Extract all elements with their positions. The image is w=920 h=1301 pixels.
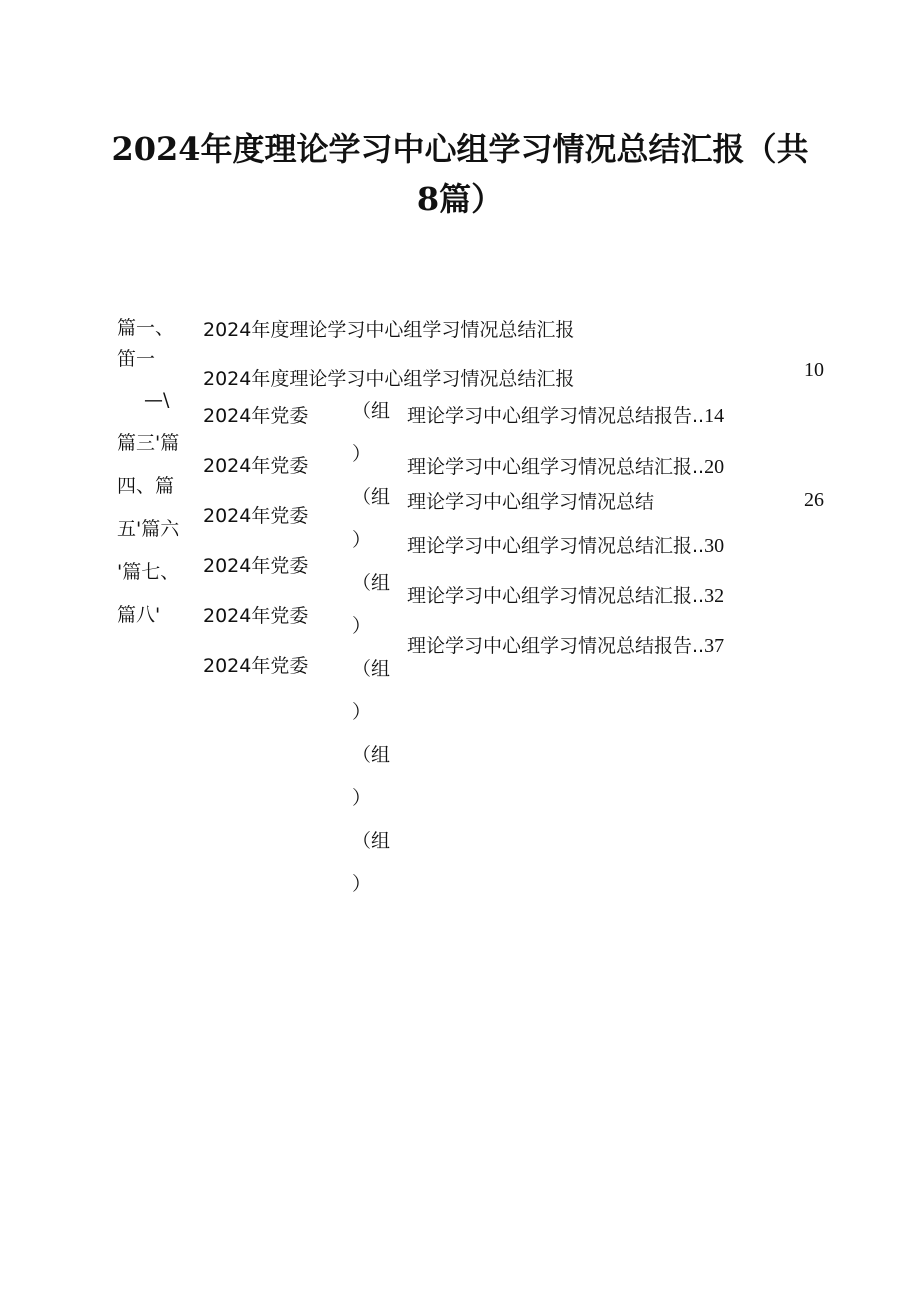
paren-close: ） <box>352 529 372 551</box>
paren-close: ） <box>352 443 372 465</box>
toc-entry-page: 20 <box>704 456 725 478</box>
toc-entry-dots: .. <box>692 456 705 478</box>
paren-open: （组 <box>352 658 391 680</box>
toc-entry <box>407 534 724 558</box>
toc-entry-page: 14 <box>704 405 725 427</box>
toc-entry-text: 理论学习中心组学习情况总结汇报 <box>407 456 693 478</box>
toc-entry <box>407 634 724 658</box>
toc-entry-dots: .. <box>692 585 705 607</box>
dangwei-label: 2024年党委 <box>203 455 309 477</box>
left-label: 篇八' <box>117 604 161 626</box>
paren-close: ） <box>352 873 372 895</box>
paren-close: ） <box>352 787 372 809</box>
paren-open: （组 <box>352 830 391 852</box>
left-label: 篇三'篇 <box>117 432 180 454</box>
toc-entry-page: 32 <box>704 585 725 607</box>
toc-entry <box>407 490 654 514</box>
left-label: 篇一、 <box>117 317 175 339</box>
title-line-1: 2024年度理论学习中心组学习情况总结汇报（共 <box>111 130 809 168</box>
paren-close: ） <box>352 701 372 723</box>
title-line-2: 8篇） <box>416 180 504 218</box>
toc-entry <box>407 404 724 428</box>
toc-entry-text: 理论学习中心组学习情况总结汇报 <box>407 535 693 557</box>
toc-entry-text: 理论学习中心组学习情况总结汇报 <box>407 585 693 607</box>
paren-close: ） <box>352 615 372 637</box>
left-label: 笛一 <box>117 348 156 370</box>
paren-open: （组 <box>352 572 391 594</box>
toc-entry-dots: .. <box>692 405 705 427</box>
toc-entry-dots: .. <box>692 535 705 557</box>
page-number: 10 <box>804 359 824 381</box>
toc-entry-text: 理论学习中心组学习情况总结报告 <box>407 405 693 427</box>
toc-entry-dots: .. <box>692 635 705 657</box>
paren-open: （组 <box>352 744 391 766</box>
dangwei-label: 2024年党委 <box>203 555 309 577</box>
paren-open: （组 <box>352 400 391 422</box>
toc-line-1: 2024年度理论学习中心组学习情况总结汇报 <box>203 319 575 341</box>
left-label: '篇七、 <box>117 561 180 583</box>
toc-entry-text: 理论学习中心组学习情况总结 <box>407 491 655 513</box>
toc-entry-page: 37 <box>704 635 725 657</box>
toc-entry <box>407 455 724 479</box>
page-number: 26 <box>804 489 824 511</box>
dangwei-label: 2024年党委 <box>203 405 309 427</box>
dangwei-label: 2024年党委 <box>203 605 309 627</box>
toc-entry-page: 30 <box>704 535 725 557</box>
left-label: —\ <box>144 389 170 411</box>
toc-entry <box>407 584 724 608</box>
dangwei-label: 2024年党委 <box>203 505 309 527</box>
toc-entry-text: 理论学习中心组学习情况总结报告 <box>407 635 693 657</box>
dangwei-label: 2024年党委 <box>203 655 309 677</box>
left-label: 五'篇六 <box>117 518 180 540</box>
toc-line-2: 2024年度理论学习中心组学习情况总结汇报 <box>203 368 575 390</box>
document-title <box>110 124 810 224</box>
left-label: 四、篇 <box>117 475 175 497</box>
paren-open: （组 <box>352 486 391 508</box>
